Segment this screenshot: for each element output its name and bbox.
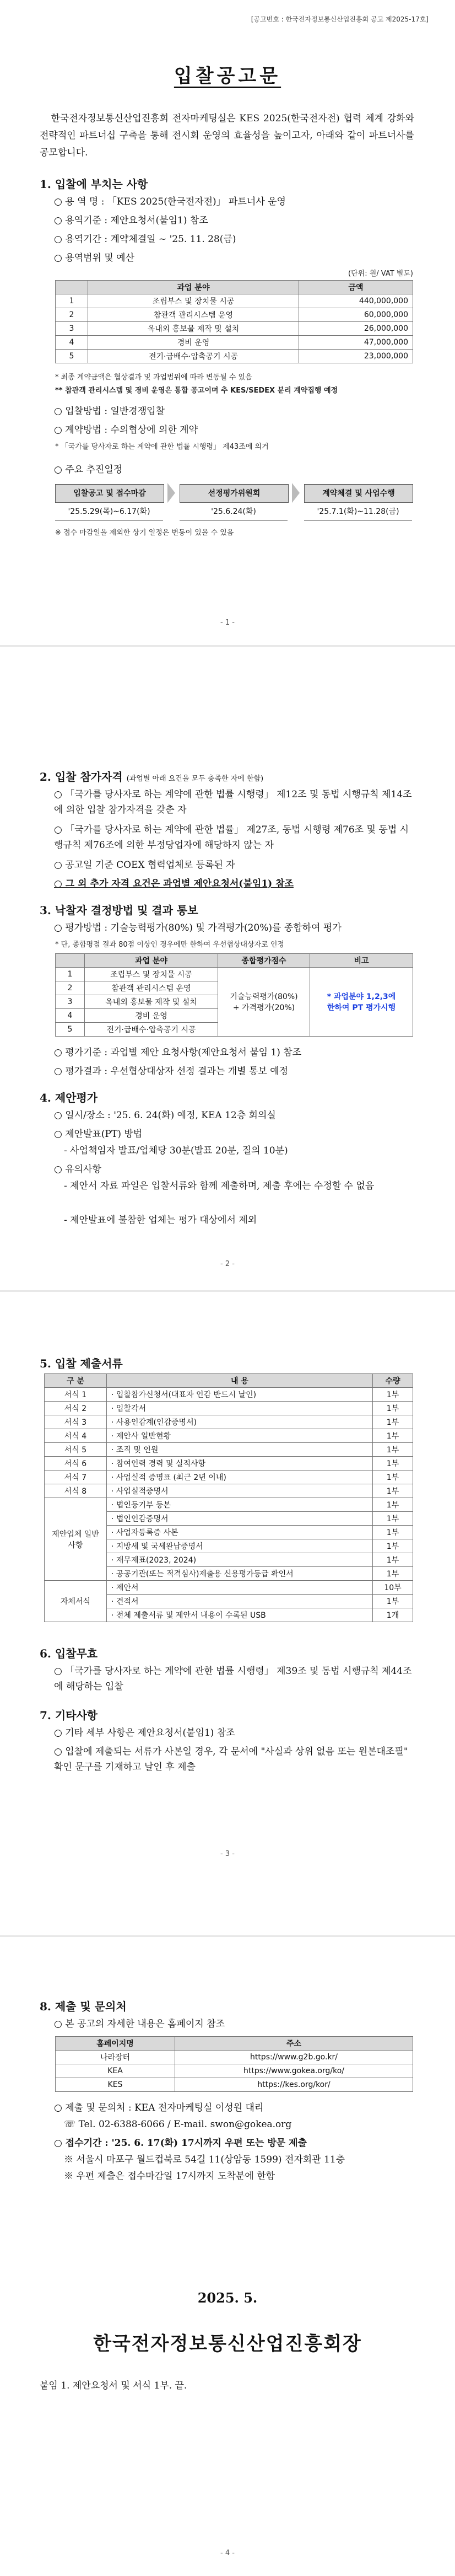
score-line-1: 기술능력평가(80%) — [230, 992, 298, 1001]
cell: 1부 — [373, 1553, 413, 1567]
table-header: 주소 — [175, 2037, 413, 2051]
score-line-2: + 가격평가(20%) — [232, 1003, 295, 1012]
pt-method: ○ 제안발표(PT) 방법 — [54, 1129, 143, 1140]
cell: 서식 6 — [45, 1457, 107, 1471]
cell: 1부 — [373, 1457, 413, 1471]
cell: 1부 — [373, 1388, 413, 1402]
evaluation-table — [55, 953, 413, 1037]
cell: · 법인등기부 등본 — [107, 1498, 373, 1512]
table-row — [45, 1471, 413, 1484]
page-number: - 3 - — [220, 1850, 235, 1858]
page-title: 입찰공고문 — [174, 65, 281, 87]
cell: 2 — [56, 308, 88, 322]
cell: 서식 7 — [45, 1471, 107, 1484]
remark-cell — [310, 968, 413, 1037]
table-header: 금액 — [299, 281, 413, 294]
cell: · 제안서 — [107, 1581, 373, 1595]
table-row — [45, 1581, 413, 1595]
cell: 1부 — [373, 1526, 413, 1539]
mail-note: ※ 우편 제출은 접수마감일 17시까지 도착분에 한함 — [64, 2171, 275, 2182]
cell: 참관객 관리시스템 운영 — [88, 308, 299, 322]
section-1-title: 1. 입찰에 부치는 사항 — [40, 178, 148, 191]
page-number: - 4 - — [220, 2549, 235, 2557]
cell: 1 — [56, 968, 85, 981]
misc-item: ○ 입찰에 제출되는 서류가 사본일 경우, 각 문서에 "사실과 상위 없음 또는 원본대조필" 확인 문구를 기재하고 날인 후 제출 — [54, 1746, 408, 1773]
cell: 조립부스 및 장치물 시공 — [88, 294, 299, 308]
submission-address: ※ 서울시 마포구 월드컵북로 54길 11(상암동 1599) 전자회관 11층 — [64, 2154, 345, 2165]
homepage-link[interactable]: https://www.g2b.go.kr/ — [175, 2051, 413, 2064]
section-7-title: 7. 기타사항 — [40, 1709, 98, 1722]
homepage-link[interactable]: https://www.gokea.org/ko/ — [175, 2064, 413, 2078]
cell: 제안업체 일반사항 — [45, 1498, 107, 1581]
budget-note-1: * 최종 계약금액은 협상결과 및 과업범위에 따라 변동될 수 있음 — [55, 373, 252, 382]
table-row — [45, 1429, 413, 1443]
service-name: ○ 용 역 명 : 「KES 2025(한국전자전)」 파트너사 운영 — [54, 196, 286, 207]
cell: 전기·급배수·압축공기 시공 — [88, 350, 299, 363]
cell: 1부 — [373, 1498, 413, 1512]
eligibility-item: ○ 「국가를 당사자로 하는 계약에 관한 법률 시행령」 제12조 및 동법 시행규칙 제14조에 의한 입찰 참가자격을 갖춘 자 — [54, 789, 412, 815]
table-header: 구 분 — [45, 1374, 107, 1388]
page-1 — [0, 0, 455, 645]
unit-note: (단위: 원/ VAT 별도) — [348, 270, 413, 278]
evaluation-criteria: ○ 평가기준 : 과업별 제안 요청사항(제안요청서 붙임 1) 참조 — [54, 1047, 302, 1058]
cell: 5 — [56, 1023, 85, 1037]
contact-person: ○ 제출 및 문의처 : KEA 전자마케팅실 이성원 대리 — [54, 2102, 264, 2113]
cell: 서식 5 — [45, 1443, 107, 1457]
schedule-date-3: '25.7.1(화)~11.28(금) — [304, 503, 412, 521]
eligibility-item: ○ 공고일 기준 COEX 협력업체로 등록된 자 — [54, 860, 235, 871]
eligibility-item: ○ 그 외 추가 자격 요건은 과업별 제안요청서(붙임1) 참조 — [54, 878, 294, 889]
bid-method: ○ 입찰방법 : 일반경쟁입찰 — [54, 406, 165, 417]
attachment-note: 붙임 1. 제안요청서 및 서식 1부. 끝. — [40, 2380, 187, 2391]
cell: 1부 — [373, 1471, 413, 1484]
cell: 나라장터 — [56, 2051, 175, 2064]
budget-note-2: ** 참관객 관리시스템 및 경비 운영은 통합 공고이며 추 KES/SEDEX 분리 계약집행 예정 — [55, 387, 338, 395]
contact-tel: ☏ Tel. 02-6388-6066 / E-mail. swon@gokea.org — [64, 2119, 292, 2130]
cell: 경비 운영 — [88, 336, 299, 350]
table-header: 과업 분야 — [88, 281, 299, 294]
budget-table — [55, 280, 413, 363]
arrow-icon — [292, 483, 300, 503]
cell: 4 — [56, 336, 88, 350]
table-row — [56, 308, 413, 322]
table-header: 비고 — [310, 954, 413, 968]
cell: 서식 1 — [45, 1388, 107, 1402]
table-row — [56, 968, 413, 981]
table-row — [56, 2078, 413, 2092]
cell: 자체서식 — [45, 1581, 107, 1622]
cell: · 제안사 일반현황 — [107, 1429, 373, 1443]
table-header: 과업 분야 — [85, 954, 218, 968]
table-row — [56, 294, 413, 308]
caution-label: ○ 유의사항 — [54, 1164, 101, 1175]
cell: 1부 — [373, 1415, 413, 1429]
table-row — [56, 322, 413, 336]
table-row — [45, 1402, 413, 1415]
cell: 1 — [56, 294, 88, 308]
cell: · 사업자등록증 사본 — [107, 1526, 373, 1539]
cell: 1부 — [373, 1512, 413, 1526]
cell: · 사업실적 증명표 (최근 2년 이내) — [107, 1471, 373, 1484]
cell: 참관객 관리시스템 운영 — [85, 981, 218, 995]
eligibility-item: ○ 「국가를 당사자로 하는 계약에 관한 법률」 제27조, 동법 시행령 제76조 및 동법 시행규칙 제76조에 의한 부정당업자에 해당하지 않는 자 — [54, 824, 409, 851]
schedule-date-2: '25.6.24(화) — [180, 503, 288, 521]
evaluation-result: ○ 평가결과 : 우선협상대상자 선정 결과는 개별 통보 예정 — [54, 1066, 289, 1077]
cell: · 참여인력 경력 및 실적사항 — [107, 1457, 373, 1471]
cell: 47,000,000 — [299, 336, 413, 350]
cell: 조립부스 및 장치물 시공 — [85, 968, 218, 981]
service-standard: ○ 용역기준 : 제안요청서(붙임1) 참조 — [54, 215, 208, 226]
homepage-link[interactable]: https://kes.org/kor/ — [175, 2078, 413, 2092]
schedule-step-2: 선정평가위원회 — [180, 484, 289, 503]
cell: · 입찰각서 — [107, 1402, 373, 1415]
homepage-lead: ○ 본 공고의 자세한 내용은 홈페이지 참조 — [54, 2019, 225, 2030]
table-header — [56, 954, 85, 968]
score-cell — [218, 968, 310, 1037]
cell: 전기·급배수·압축공기 시공 — [85, 1023, 218, 1037]
cell: · 조직 및 인원 — [107, 1443, 373, 1457]
intro-paragraph: 한국전자정보통신산업진흥회 전자마케팅실은 KES 2025(한국전자전) 협력 체계 강화와 전략적인 파트너십 구축을 통해 전시회 운영의 효율성을 높이고자, 아래와 같이 파트너사를 공모합니다. — [40, 113, 414, 158]
remark-line-2: 한하여 PT 평가시행 — [327, 1003, 396, 1012]
cell: 4 — [56, 1009, 85, 1023]
schedule-date-1: '25.5.29(목)~6.17(화) — [55, 503, 163, 521]
cell: 1부 — [373, 1567, 413, 1581]
cell: 1부 — [373, 1595, 413, 1608]
table-header: 홈페이지명 — [56, 2037, 175, 2051]
cell: · 공공기관(또는 적격심사)제출용 신용평가등급 확인서 — [107, 1567, 373, 1581]
invalid-bid-text: ○ 「국가를 당사자로 하는 계약에 관한 법률 시행령」 제39조 및 동법 시행규칙 제44조에 해당하는 입찰 — [54, 1666, 412, 1692]
cell: 5 — [56, 350, 88, 363]
section-2-title: 2. 입찰 참가자격 (과업별 아래 요건을 모두 충족한 자에 한함) — [40, 770, 264, 783]
cell: 서식 3 — [45, 1415, 107, 1429]
caution-item: - 제안발표에 불참한 업체는 평가 대상에서 제외 — [64, 1215, 257, 1226]
cell: · 입찰참가신청서(대표자 인감 반드시 날인) — [107, 1388, 373, 1402]
cell: 서식 4 — [45, 1429, 107, 1443]
organization-name: 한국전자정보통신산업진흥회장 — [93, 2333, 362, 2355]
schedule-label: ○ 주요 추진일정 — [54, 464, 123, 475]
page-2 — [0, 647, 455, 1290]
page-number: - 1 - — [220, 619, 235, 627]
cell: 1부 — [373, 1429, 413, 1443]
cell: · 사업실적증명서 — [107, 1484, 373, 1498]
cell: · 사용인감계(인감증명서) — [107, 1415, 373, 1429]
contract-method: ○ 계약방법 : 수의협상에 의한 계약 — [54, 425, 198, 436]
cell: 1부 — [373, 1484, 413, 1498]
cell: · 법인인감증명서 — [107, 1512, 373, 1526]
table-header: 수량 — [373, 1374, 413, 1388]
table-row — [45, 1498, 413, 1512]
table-row — [56, 350, 413, 363]
cell: 1부 — [373, 1539, 413, 1553]
cell: 3 — [56, 995, 85, 1009]
page-3 — [0, 1292, 455, 1935]
table-row — [45, 1443, 413, 1457]
pt-detail: - 사업책임자 발표/업체당 30분(발표 20분, 질의 10분) — [64, 1145, 288, 1156]
announcement-date: 2025. 5. — [197, 2290, 258, 2306]
table-row — [45, 1484, 413, 1498]
pt-schedule: ○ 일시/장소 : '25. 6. 24(화) 예정, KEA 12층 회의실 — [54, 1110, 276, 1121]
cell: · 지방세 및 국세완납증명서 — [107, 1539, 373, 1553]
section-6-title: 6. 입찰무효 — [40, 1647, 98, 1660]
cell: 440,000,000 — [299, 294, 413, 308]
service-period: ○ 용역기간 : 계약체결일 ~ '25. 11. 28(금) — [54, 234, 236, 245]
schedule-step-1: 입찰공고 및 접수마감 — [55, 484, 164, 503]
homepage-table — [55, 2036, 413, 2092]
documents-table — [44, 1373, 413, 1622]
law-note: * 「국가를 당사자로 하는 계약에 관한 법률 시행령」 제43조에 의거 — [55, 443, 269, 451]
cell: · 전체 제출서류 및 제안서 내용이 수록된 USB — [107, 1608, 373, 1622]
submission-deadline: ○ 접수기간 : '25. 6. 17(화) 17시까지 우편 또는 방문 제출 — [54, 2138, 307, 2149]
cell: 서식 8 — [45, 1484, 107, 1498]
cell: 2 — [56, 981, 85, 995]
arrow-icon — [167, 483, 175, 503]
cell: 옥내외 홍보물 제작 및 설치 — [85, 995, 218, 1009]
evaluation-note: * 단, 종합평점 결과 80점 이상인 경우에만 한하여 우선협상대상자로 인정 — [55, 941, 284, 949]
table-row — [45, 1415, 413, 1429]
cell: 3 — [56, 322, 88, 336]
schedule-note: ※ 접수 마감일을 제외한 상기 일정은 변동이 있을 수 있음 — [55, 529, 234, 537]
cell: 23,000,000 — [299, 350, 413, 363]
cell: 26,000,000 — [299, 322, 413, 336]
cell: 1부 — [373, 1402, 413, 1415]
cell: 60,000,000 — [299, 308, 413, 322]
cell: 1개 — [373, 1608, 413, 1622]
table-header: 종합평가점수 — [218, 954, 310, 968]
table-row — [56, 336, 413, 350]
caution-item: - 제안서 자료 파일은 입찰서류와 함께 제출하며, 제출 후에는 수정할 수 없음 — [64, 1180, 375, 1192]
section-8-title: 8. 제출 및 문의처 — [40, 2000, 127, 2013]
cell: 10부 — [373, 1581, 413, 1595]
evaluation-method: ○ 평가방법 : 기술능력평가(80%) 및 가격평가(20%)를 종합하여 평가 — [54, 922, 342, 933]
cell: · 재무제표(2023, 2024) — [107, 1553, 373, 1567]
table-row — [45, 1457, 413, 1471]
page-number: - 2 - — [220, 1260, 235, 1268]
section-5-title: 5. 입찰 제출서류 — [40, 1357, 123, 1370]
misc-item: ○ 기타 세부 사항은 제안요청서(붙임1) 참조 — [54, 1727, 235, 1738]
table-row — [45, 1388, 413, 1402]
schedule-step-3: 계약체결 및 사업수행 — [304, 484, 413, 503]
notice-number: [공고번호 : 한국전자정보통신산업진흥회 공고 제2025-17호] — [251, 15, 429, 23]
section-3-title: 3. 낙찰자 결정방법 및 결과 통보 — [40, 904, 198, 917]
cell: 옥내외 홍보물 제작 및 설치 — [88, 322, 299, 336]
table-row — [56, 2064, 413, 2078]
table-header — [56, 281, 88, 294]
cell: · 견적서 — [107, 1595, 373, 1608]
section-4-title: 4. 제안평가 — [40, 1091, 98, 1104]
cell: 1부 — [373, 1443, 413, 1457]
table-header: 내 용 — [107, 1374, 373, 1388]
service-scope: ○ 용역범위 및 예산 — [54, 253, 134, 264]
cell: 경비 운영 — [85, 1009, 218, 1023]
table-row — [56, 2051, 413, 2064]
remark-line-1: * 과업분야 1,2,3에 — [327, 992, 396, 1001]
page-4 — [0, 1937, 455, 2576]
cell: KES — [56, 2078, 175, 2092]
cell: 서식 2 — [45, 1402, 107, 1415]
section-2-note: (과업별 아래 요건을 모두 충족한 자에 한함) — [126, 775, 264, 783]
cell: KEA — [56, 2064, 175, 2078]
